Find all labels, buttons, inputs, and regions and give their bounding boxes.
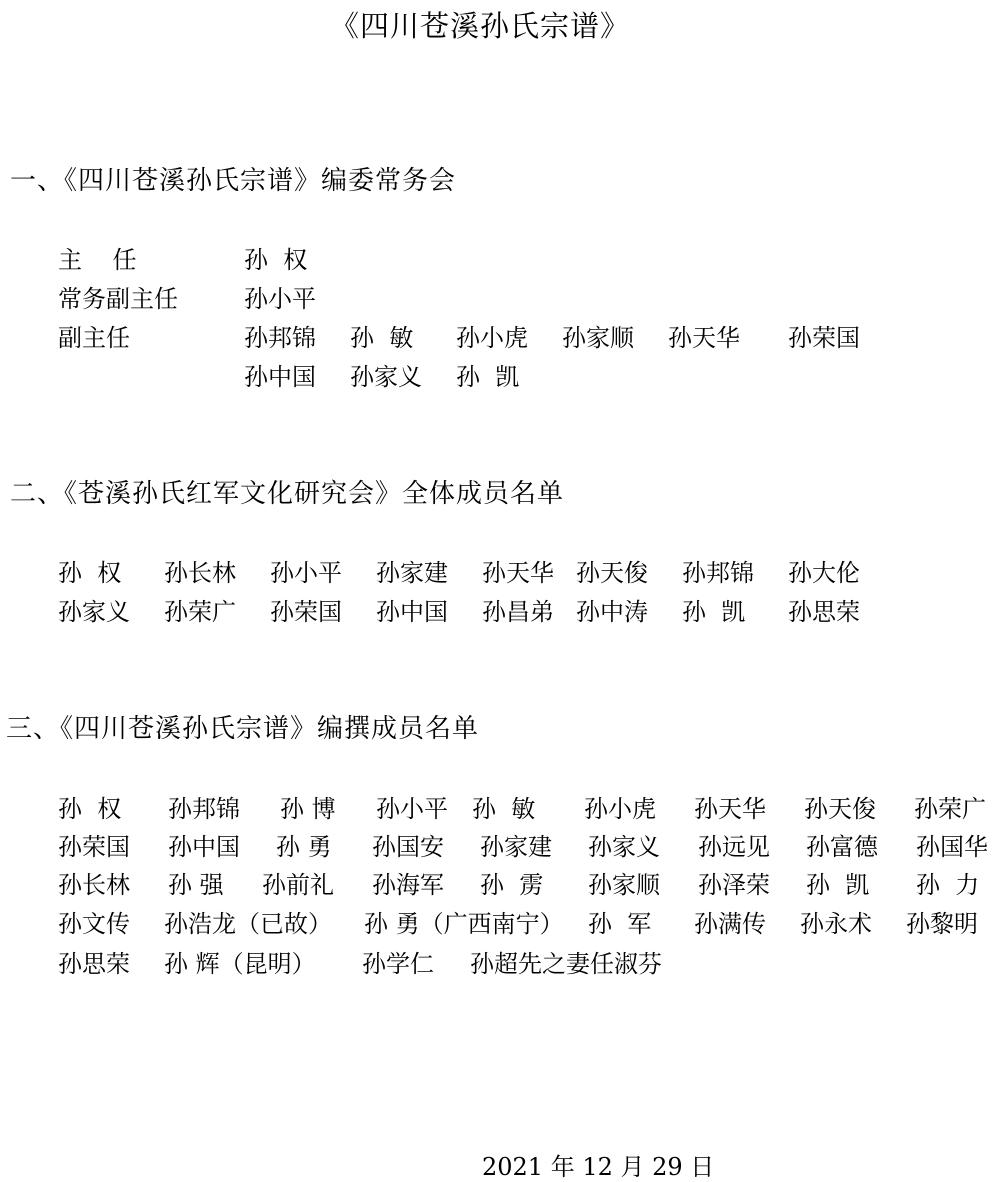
member-name: 孙泽荣 <box>698 871 770 899</box>
member-name: 孙思荣 <box>58 950 130 978</box>
member-name: 孙 辉（昆明） <box>164 950 316 978</box>
member-name: 孙浩龙（已故） <box>164 910 332 938</box>
member-name: 孙 权 <box>58 559 122 587</box>
member-name: 孙 雳 <box>480 871 544 899</box>
member-name: 孙家义 <box>350 363 422 391</box>
member-name: 孙天俊 <box>576 559 648 587</box>
member-name: 孙国华 <box>916 833 988 861</box>
member-name: 孙 权 <box>58 795 122 823</box>
section-1-heading: 一、《四川苍溪孙氏宗谱》编委常务会 <box>10 166 457 196</box>
document-date: 2021 年 12 月 29 日 <box>482 1153 715 1181</box>
member-name: 孙 博 <box>280 795 336 823</box>
member-name: 孙 勇（广西南宁） <box>364 910 564 938</box>
member-name: 孙 凯 <box>806 871 870 899</box>
member-name: 孙满传 <box>694 910 766 938</box>
member-name: 孙小平 <box>244 285 316 313</box>
member-name: 孙 凯 <box>682 598 746 626</box>
member-name: 孙国安 <box>372 833 444 861</box>
member-name: 孙天俊 <box>804 795 876 823</box>
member-name: 孙大伦 <box>788 559 860 587</box>
role-label: 主 任 <box>58 246 137 274</box>
member-name: 孙中涛 <box>576 598 648 626</box>
member-name: 孙中国 <box>168 833 240 861</box>
member-name: 孙家建 <box>480 833 552 861</box>
role-label: 常务副主任 <box>58 285 178 313</box>
document-title: 《四川苍溪孙氏宗谱》 <box>329 9 630 43</box>
member-name: 孙中国 <box>376 598 448 626</box>
member-name: 孙远见 <box>698 833 770 861</box>
member-name: 孙 敏 <box>350 324 414 352</box>
member-name: 孙黎明 <box>906 910 978 938</box>
member-name: 孙天华 <box>482 559 554 587</box>
member-name: 孙海军 <box>372 871 444 899</box>
member-name: 孙小平 <box>270 559 342 587</box>
member-name: 孙永术 <box>800 910 872 938</box>
role-label: 副主任 <box>58 324 130 352</box>
member-name: 孙荣国 <box>788 324 860 352</box>
member-name: 孙荣广 <box>164 598 236 626</box>
member-name: 孙昌弟 <box>482 598 554 626</box>
member-name: 孙 力 <box>916 871 980 899</box>
member-name: 孙 敏 <box>472 795 536 823</box>
member-name: 孙思荣 <box>788 598 860 626</box>
member-name: 孙天华 <box>694 795 766 823</box>
member-name: 孙 勇 <box>276 833 332 861</box>
member-name: 孙邦锦 <box>682 559 754 587</box>
section-3-heading: 三、《四川苍溪孙氏宗谱》编撰成员名单 <box>6 714 480 744</box>
member-name: 孙邦锦 <box>168 795 240 823</box>
member-name: 孙天华 <box>668 324 740 352</box>
member-name: 孙富德 <box>806 833 878 861</box>
member-name: 孙荣国 <box>270 598 342 626</box>
member-name: 孙 军 <box>588 910 652 938</box>
member-name: 孙小虎 <box>456 324 528 352</box>
member-name: 孙小平 <box>376 795 448 823</box>
member-name: 孙 权 <box>244 246 308 274</box>
member-name: 孙长林 <box>58 871 130 899</box>
member-name: 孙家建 <box>376 559 448 587</box>
member-name: 孙学仁 <box>362 950 434 978</box>
section-2-heading: 二、《苍溪孙氏红军文化研究会》全体成员名单 <box>10 479 565 509</box>
member-name: 孙荣广 <box>914 795 986 823</box>
member-name: 孙超先之妻任淑芬 <box>470 950 662 978</box>
member-name: 孙 强 <box>168 871 224 899</box>
member-name: 孙家义 <box>58 598 130 626</box>
member-name: 孙荣国 <box>58 833 130 861</box>
member-name: 孙家义 <box>588 833 660 861</box>
member-name: 孙前礼 <box>262 871 334 899</box>
member-name: 孙家顺 <box>588 871 660 899</box>
member-name: 孙文传 <box>58 910 130 938</box>
member-name: 孙邦锦 <box>244 324 316 352</box>
member-name: 孙家顺 <box>562 324 634 352</box>
member-name: 孙 凯 <box>456 363 520 391</box>
member-name: 孙中国 <box>244 363 316 391</box>
member-name: 孙长林 <box>164 559 236 587</box>
member-name: 孙小虎 <box>584 795 656 823</box>
